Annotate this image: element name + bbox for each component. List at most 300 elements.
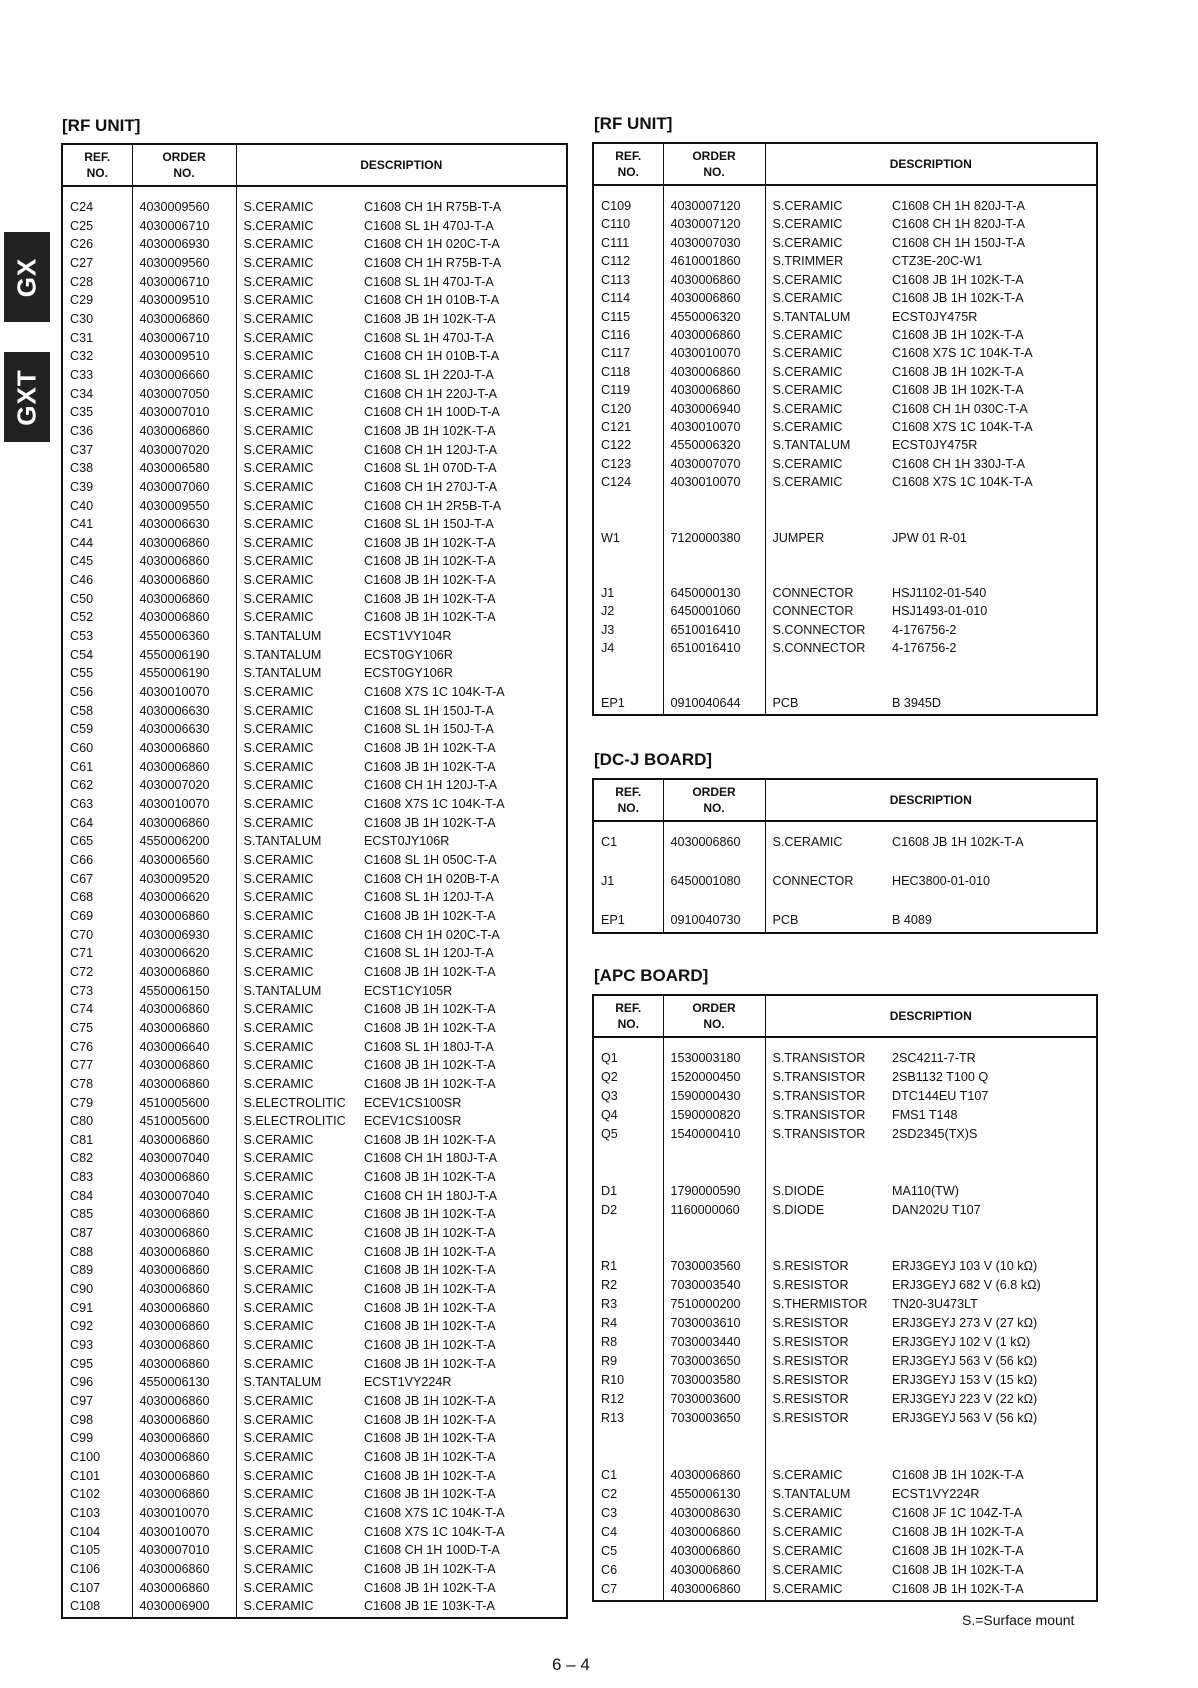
table-row xyxy=(593,1372,1097,1391)
cell-ref: J1 xyxy=(601,585,615,600)
cell-spec: C1608 JB 1H 102K-T-A xyxy=(364,1132,496,1147)
cell-spec: ERJ3GEYJ 273 V (27 kΩ) xyxy=(892,1316,1038,1331)
cell-order: 7120000380 xyxy=(663,530,765,548)
cell-spec: C1608 X7S 1C 104K-T-A xyxy=(364,685,505,700)
ref-header xyxy=(593,779,663,821)
cell-ref: C119 xyxy=(601,383,631,398)
cell-ref: C38 xyxy=(70,461,94,476)
cell-order: 4030006860 xyxy=(663,382,765,400)
cell-spec: C1608 JB 1H 102K-T-A xyxy=(892,835,1024,849)
cell-spec: C1608 JB 1H 102K-T-A xyxy=(892,364,1024,379)
cell-ref: Q5 xyxy=(601,1126,618,1141)
cell-order: 4030006860 xyxy=(132,815,236,834)
cell-type: S.CERAMIC xyxy=(236,1300,364,1319)
table-row xyxy=(62,236,567,255)
cell-type: S.CERAMIC xyxy=(236,740,364,759)
cell-order: 6510016410 xyxy=(663,622,765,640)
cell-type: S.CERAMIC xyxy=(236,1561,364,1580)
cell-type: S.CERAMIC xyxy=(236,553,364,572)
cell-ref xyxy=(593,1448,663,1467)
cell-ref: C101 xyxy=(70,1468,101,1483)
cell-spec: C1608 JB 1H 102K-T-A xyxy=(892,1543,1024,1558)
cell-ref: C87 xyxy=(70,1226,94,1241)
table-row xyxy=(62,964,567,983)
table-row xyxy=(593,893,1097,913)
cell-ref: C80 xyxy=(70,1114,94,1129)
cell-order: 4030007120 xyxy=(663,198,765,216)
cell-spec: ERJ3GEYJ 563 V (56 kΩ) xyxy=(892,1411,1038,1426)
cell-spec: C1608 CH 1H 100D-T-A xyxy=(364,405,500,420)
cell-spec: C1608 JB 1H 102K-T-A xyxy=(892,1467,1024,1482)
cell-spec xyxy=(892,893,1097,913)
cell-order: 1520000450 xyxy=(663,1069,765,1088)
cell-type xyxy=(765,1429,892,1448)
table-row xyxy=(62,1337,567,1356)
cell-order: 4030007020 xyxy=(132,777,236,796)
cell-order: 4030006710 xyxy=(132,218,236,237)
cell-order: 4030010070 xyxy=(132,796,236,815)
cell-type: S.CERAMIC xyxy=(236,460,364,479)
cell-order xyxy=(663,1145,765,1164)
cell-spec: C1608 JB 1H 102K-T-A xyxy=(364,1282,496,1297)
cell-order: 4030007010 xyxy=(132,404,236,423)
cell-order: 4030007020 xyxy=(132,442,236,461)
cell-ref: C83 xyxy=(70,1170,94,1185)
side-tab-gxt-label: GXT xyxy=(11,368,42,426)
cell-order: 4030010070 xyxy=(132,684,236,703)
cell-ref: C26 xyxy=(70,237,94,252)
cell-spec: C1608 JB 1H 102K-T-A xyxy=(364,1263,496,1278)
cell-order: 7030003540 xyxy=(663,1277,765,1296)
cell-ref: C67 xyxy=(70,871,94,886)
cell-spec: C1608 CH 1H 020B-T-A xyxy=(364,871,500,886)
table-row xyxy=(62,1225,567,1244)
cell-spec: C1608 JB 1H 102K-T-A xyxy=(364,1412,496,1427)
cell-order: 4030006860 xyxy=(132,1356,236,1375)
cell-type: S.TRIMMER xyxy=(765,253,892,271)
cell-ref: C107 xyxy=(70,1580,101,1595)
cell-order: 4030006860 xyxy=(132,1169,236,1188)
table-row xyxy=(593,1315,1097,1334)
cell-type xyxy=(765,548,892,566)
cell-order xyxy=(663,566,765,584)
cell-spec: C1608 SL 1H 470J-T-A xyxy=(364,330,494,345)
cell-ref: C113 xyxy=(601,272,631,287)
cell-spec: C1608 JB 1H 102K-T-A xyxy=(364,1580,496,1595)
cell-spec xyxy=(892,677,1097,695)
cell-type: S.CERAMIC xyxy=(765,456,892,474)
cell-ref: R1 xyxy=(601,1259,618,1274)
cell-order: 7030003440 xyxy=(663,1334,765,1353)
cell-spec: C1608 SL 1H 120J-T-A xyxy=(364,890,494,905)
table-row xyxy=(62,1206,567,1225)
cell-type: S.RESISTOR xyxy=(765,1277,892,1296)
cell-ref: C115 xyxy=(601,309,631,324)
cell-order: 4550006150 xyxy=(132,983,236,1002)
cell-type: S.CERAMIC xyxy=(765,419,892,437)
table-row xyxy=(62,815,567,834)
cell-type: S.CERAMIC xyxy=(236,852,364,871)
spacer-row xyxy=(593,185,1097,198)
cell-spec: ECST1VY104R xyxy=(364,629,452,644)
order-header-text: NO. xyxy=(703,1017,725,1031)
cell-spec: C1608 JB 1H 102K-T-A xyxy=(892,291,1024,306)
cell-spec: C1608 SL 1H 070D-T-A xyxy=(364,461,497,476)
table-row xyxy=(62,460,567,479)
cell-spec: DTC144EU T107 xyxy=(892,1088,989,1103)
table-row xyxy=(593,419,1097,437)
cell-type: S.CERAMIC xyxy=(236,759,364,778)
cell-order xyxy=(663,1429,765,1448)
cell-type: S.CERAMIC xyxy=(236,1225,364,1244)
cell-type: S.RESISTOR xyxy=(765,1410,892,1429)
cell-type: S.TANTALUM xyxy=(236,1374,364,1393)
cell-spec: C1608 CH 1H 020C-T-A xyxy=(364,237,500,252)
cell-type: S.CERAMIC xyxy=(236,423,364,442)
cell-order: 4030006860 xyxy=(663,1562,765,1581)
cell-spec: C1608 JB 1H 102K-T-A xyxy=(892,1524,1024,1539)
table-row xyxy=(62,796,567,815)
cell-type: S.TANTALUM xyxy=(765,437,892,455)
cell-order: 4030006860 xyxy=(132,1412,236,1431)
cell-ref: C89 xyxy=(70,1263,94,1278)
cell-type: S.CERAMIC xyxy=(236,1356,364,1375)
cell-type: S.CERAMIC xyxy=(765,834,892,854)
table-row xyxy=(62,684,567,703)
description-header xyxy=(236,144,567,186)
cell-ref: C56 xyxy=(70,685,94,700)
cell-spec xyxy=(892,1448,1097,1467)
cell-type: S.CERAMIC xyxy=(236,292,364,311)
table-row xyxy=(593,695,1097,713)
cell-type: S.CERAMIC xyxy=(236,945,364,964)
cell-spec xyxy=(892,1164,1097,1183)
cell-spec: C1608 JB 1H 102K-T-A xyxy=(892,272,1024,287)
cell-order: 6510016410 xyxy=(663,640,765,658)
cell-ref: C95 xyxy=(70,1356,94,1371)
cell-type: S.CERAMIC xyxy=(236,1001,364,1020)
cell-order: 4030008630 xyxy=(663,1505,765,1524)
cell-order: 4550006200 xyxy=(132,833,236,852)
cell-ref: C30 xyxy=(70,311,94,326)
cell-spec: TN20-3U473LT xyxy=(892,1297,978,1312)
table-row xyxy=(62,218,567,237)
cell-spec: C1608 JB 1H 102K-T-A xyxy=(364,1300,496,1315)
table-row xyxy=(593,1486,1097,1505)
cell-spec: HEC3800-01-010 xyxy=(892,874,991,889)
cell-ref: C114 xyxy=(601,291,631,306)
cell-ref xyxy=(593,548,663,566)
cell-ref: C34 xyxy=(70,386,94,401)
cell-order: 4030006860 xyxy=(132,609,236,628)
cell-ref: C66 xyxy=(70,852,94,867)
cell-ref: C100 xyxy=(70,1449,101,1464)
cell-spec: C1608 JB 1H 102K-T-A xyxy=(892,327,1024,342)
cell-order xyxy=(663,1221,765,1240)
cell-ref: C77 xyxy=(70,1058,94,1073)
ref-header-text: NO. xyxy=(617,801,639,815)
table-row xyxy=(62,553,567,572)
cell-spec: CTZ3E-20C-W1 xyxy=(892,254,983,269)
cell-ref: C122 xyxy=(601,438,632,453)
cell-order xyxy=(663,1448,765,1467)
cell-type: S.CERAMIC xyxy=(236,1580,364,1599)
cell-spec: C1608 SL 1H 470J-T-A xyxy=(364,274,494,289)
cell-ref: EP1 xyxy=(601,696,625,711)
filler-row xyxy=(593,714,1097,715)
cell-type: S.CERAMIC xyxy=(236,1020,364,1039)
cell-type xyxy=(765,893,892,913)
cell-ref: C82 xyxy=(70,1151,94,1166)
cell-ref: C36 xyxy=(70,423,94,438)
cell-ref: C32 xyxy=(70,349,94,364)
table-row xyxy=(593,1429,1097,1448)
order-header-text: ORDER xyxy=(692,1001,736,1015)
cell-type: S.CERAMIC xyxy=(236,1169,364,1188)
cell-spec: C1608 JB 1H 102K-T-A xyxy=(364,554,496,569)
cell-order: 4030006860 xyxy=(663,290,765,308)
cell-ref: C91 xyxy=(70,1300,94,1315)
cell-type: S.TANTALUM xyxy=(765,1486,892,1505)
cell-type: S.TANTALUM xyxy=(236,833,364,852)
cell-ref: C104 xyxy=(70,1524,101,1539)
cell-order: 4030006930 xyxy=(132,236,236,255)
cell-order: 4030006860 xyxy=(663,272,765,290)
cell-ref: C121 xyxy=(601,420,632,435)
cell-spec: C1608 JB 1H 102K-T-A xyxy=(364,1076,496,1091)
table-row xyxy=(62,1542,567,1561)
ref-header xyxy=(593,995,663,1037)
ref-header-text: REF. xyxy=(615,149,642,163)
cell-spec: C1608 JB 1H 102K-T-A xyxy=(364,815,496,830)
cell-order: 4030006860 xyxy=(663,327,765,345)
cell-type: S.CERAMIC xyxy=(765,272,892,290)
cell-type: S.CERAMIC xyxy=(236,386,364,405)
table-row xyxy=(593,364,1097,382)
table-row xyxy=(62,1412,567,1431)
cell-order: 4030006860 xyxy=(132,1281,236,1300)
cell-ref: C46 xyxy=(70,573,94,588)
ref-header-text: REF. xyxy=(84,150,111,164)
table-row xyxy=(593,290,1097,308)
cell-order: 4030006860 xyxy=(132,311,236,330)
cell-type: S.CERAMIC xyxy=(236,330,364,349)
cell-ref: C3 xyxy=(601,1505,618,1520)
cell-spec: C1608 SL 1H 220J-T-A xyxy=(364,367,494,382)
cell-ref xyxy=(593,1429,663,1448)
cell-type xyxy=(765,566,892,584)
cell-ref: C70 xyxy=(70,927,94,942)
cell-type: S.CERAMIC xyxy=(765,1562,892,1581)
cell-type: S.TANTALUM xyxy=(765,309,892,327)
table-row xyxy=(62,1468,567,1487)
cell-type: S.CERAMIC xyxy=(236,1076,364,1095)
order-header-text: ORDER xyxy=(692,785,736,799)
table-row xyxy=(593,640,1097,658)
table-row xyxy=(593,1448,1097,1467)
cell-order: 4030006860 xyxy=(132,1580,236,1599)
cell-ref: R12 xyxy=(601,1392,625,1407)
cell-ref: EP1 xyxy=(601,913,625,928)
cell-ref xyxy=(593,893,663,913)
cell-order: 7030003610 xyxy=(663,1315,765,1334)
cell-type: S.CERAMIC xyxy=(236,721,364,740)
cell-spec: FMS1 T148 xyxy=(892,1107,958,1122)
cell-spec: ERJ3GEYJ 563 V (56 kΩ) xyxy=(892,1354,1038,1369)
cell-type: S.CERAMIC xyxy=(236,1430,364,1449)
table-row xyxy=(62,255,567,274)
cell-ref: C106 xyxy=(70,1561,101,1576)
cell-order: 4030006860 xyxy=(132,1486,236,1505)
cell-type: S.CERAMIC xyxy=(236,1505,364,1524)
cell-ref: C81 xyxy=(70,1132,94,1147)
table-row xyxy=(62,1318,567,1337)
cell-ref: C6 xyxy=(601,1562,618,1577)
cell-spec: ECST0JY106R xyxy=(364,834,450,849)
cell-spec: 4-176756-2 xyxy=(892,622,957,637)
table-row xyxy=(593,1296,1097,1315)
cell-order: 4030006860 xyxy=(663,1467,765,1486)
cell-spec: C1608 CH 1H 120J-T-A xyxy=(364,442,497,457)
table-row xyxy=(593,1277,1097,1296)
cell-spec: C1608 CH 1H 220J-T-A xyxy=(364,386,497,401)
cell-ref: C55 xyxy=(70,666,94,681)
cell-type: S.CERAMIC xyxy=(765,1543,892,1562)
cell-ref: C64 xyxy=(70,815,94,830)
cell-type: S.TRANSISTOR xyxy=(765,1107,892,1126)
cell-spec: C1608 SL 1H 120J-T-A xyxy=(364,946,494,961)
table-row xyxy=(62,647,567,666)
cell-spec: ECST1CY105R xyxy=(364,983,453,998)
cell-type: S.CERAMIC xyxy=(236,498,364,517)
cell-order: 4550006190 xyxy=(132,647,236,666)
cell-order: 4030006640 xyxy=(132,1039,236,1058)
cell-order: 4030006620 xyxy=(132,945,236,964)
cell-spec: C1608 X7S 1C 104K-T-A xyxy=(364,797,505,811)
table-row xyxy=(62,1169,567,1188)
cell-order xyxy=(663,893,765,913)
cell-order: 4030006860 xyxy=(132,1132,236,1151)
table-row xyxy=(62,945,567,964)
table-row xyxy=(62,572,567,591)
cell-type: S.CERAMIC xyxy=(236,815,364,834)
cell-order: 4030006860 xyxy=(132,535,236,554)
cell-ref: C60 xyxy=(70,741,94,756)
cell-order xyxy=(663,511,765,529)
cell-type: S.RESISTOR xyxy=(765,1372,892,1391)
cell-spec xyxy=(892,1240,1097,1259)
cell-order: 4030009510 xyxy=(132,348,236,367)
cell-order: 4030009560 xyxy=(132,255,236,274)
cell-spec: C1608 CH 1H 820J-T-A xyxy=(892,199,1025,213)
cell-spec: C1608 JB 1H 102K-T-A xyxy=(364,1002,496,1017)
table-row xyxy=(62,1598,567,1617)
cell-ref: C117 xyxy=(601,346,631,361)
table-row xyxy=(62,479,567,498)
table-row xyxy=(62,1430,567,1449)
apc-board-title: [APC BOARD] xyxy=(594,966,709,985)
cell-order: 4030010070 xyxy=(663,419,765,437)
cell-spec: C1608 CH 1H 100D-T-A xyxy=(364,1543,500,1558)
cell-ref: C111 xyxy=(601,235,630,250)
cell-order: 4550006190 xyxy=(132,665,236,684)
cell-type xyxy=(765,1164,892,1183)
spacer-row xyxy=(593,821,1097,834)
cell-ref: C24 xyxy=(70,200,94,214)
cell-type xyxy=(765,659,892,677)
cell-spec: 2SC4211-7-TR xyxy=(892,1051,976,1065)
table-row xyxy=(62,423,567,442)
cell-order: 4030009550 xyxy=(132,498,236,517)
cell-type: S.RESISTOR xyxy=(765,1334,892,1353)
cell-order: 4030006660 xyxy=(132,367,236,386)
cell-type: CONNECTOR xyxy=(765,873,892,893)
cell-order xyxy=(663,1240,765,1259)
cell-spec: ERJ3GEYJ 153 V (15 kΩ) xyxy=(892,1373,1038,1388)
cell-order: 0910040644 xyxy=(663,695,765,713)
cell-spec: C1608 CH 1H 180J-T-A xyxy=(364,1188,497,1203)
table-row xyxy=(62,1262,567,1281)
table-row xyxy=(62,311,567,330)
cell-ref: C120 xyxy=(601,401,632,416)
cell-order: 7030003560 xyxy=(663,1258,765,1277)
cell-spec: ECST1VY224R xyxy=(364,1375,452,1390)
table-row xyxy=(593,1524,1097,1543)
cell-order: 4550006320 xyxy=(663,309,765,327)
cell-type: S.CERAMIC xyxy=(236,479,364,498)
cell-ref xyxy=(593,511,663,529)
cell-spec: C1608 JB 1H 102K-T-A xyxy=(364,964,496,979)
table-row xyxy=(62,889,567,908)
cell-type xyxy=(765,677,892,695)
side-tab-gxt xyxy=(4,352,50,442)
cell-order: 4030007040 xyxy=(132,1150,236,1169)
table-row xyxy=(62,442,567,461)
cell-order: 4030006860 xyxy=(132,1300,236,1319)
cell-ref: C44 xyxy=(70,535,94,550)
cell-ref: C103 xyxy=(70,1505,101,1520)
rf-unit-left-table xyxy=(61,143,568,1619)
table-row xyxy=(62,1150,567,1169)
cell-type: S.CERAMIC xyxy=(236,1486,364,1505)
table-row xyxy=(593,1505,1097,1524)
table-row xyxy=(62,852,567,871)
cell-type: S.CERAMIC xyxy=(236,1150,364,1169)
description-header-text: DESCRIPTION xyxy=(889,157,972,171)
cell-ref: Q3 xyxy=(601,1088,618,1103)
cell-ref: C1 xyxy=(601,1467,618,1482)
cell-spec: C1608 JB 1H 102K-T-A xyxy=(364,311,496,326)
cell-spec: C1608 CH 1H 010B-T-A xyxy=(364,293,500,308)
cell-ref: C53 xyxy=(70,629,94,644)
cell-order: 4030006860 xyxy=(132,1468,236,1487)
cell-order: 4030006860 xyxy=(663,834,765,854)
cell-order: 4510005600 xyxy=(132,1113,236,1132)
order-header-text: ORDER xyxy=(692,149,736,163)
cell-ref: C112 xyxy=(601,254,631,269)
cell-spec: C1608 CH 1H 330J-T-A xyxy=(892,456,1025,471)
order-header xyxy=(663,995,765,1037)
cell-spec: C1608 X7S 1C 104K-T-A xyxy=(364,1505,505,1520)
cell-type: S.CERAMIC xyxy=(236,1132,364,1151)
spacer-row xyxy=(593,1037,1097,1050)
description-header xyxy=(765,995,1097,1037)
cell-type: S.CERAMIC xyxy=(236,255,364,274)
cell-spec: C1608 JB 1H 102K-T-A xyxy=(892,1562,1024,1577)
table-row xyxy=(62,1020,567,1039)
cell-type: S.CERAMIC xyxy=(236,889,364,908)
table-row xyxy=(593,235,1097,253)
